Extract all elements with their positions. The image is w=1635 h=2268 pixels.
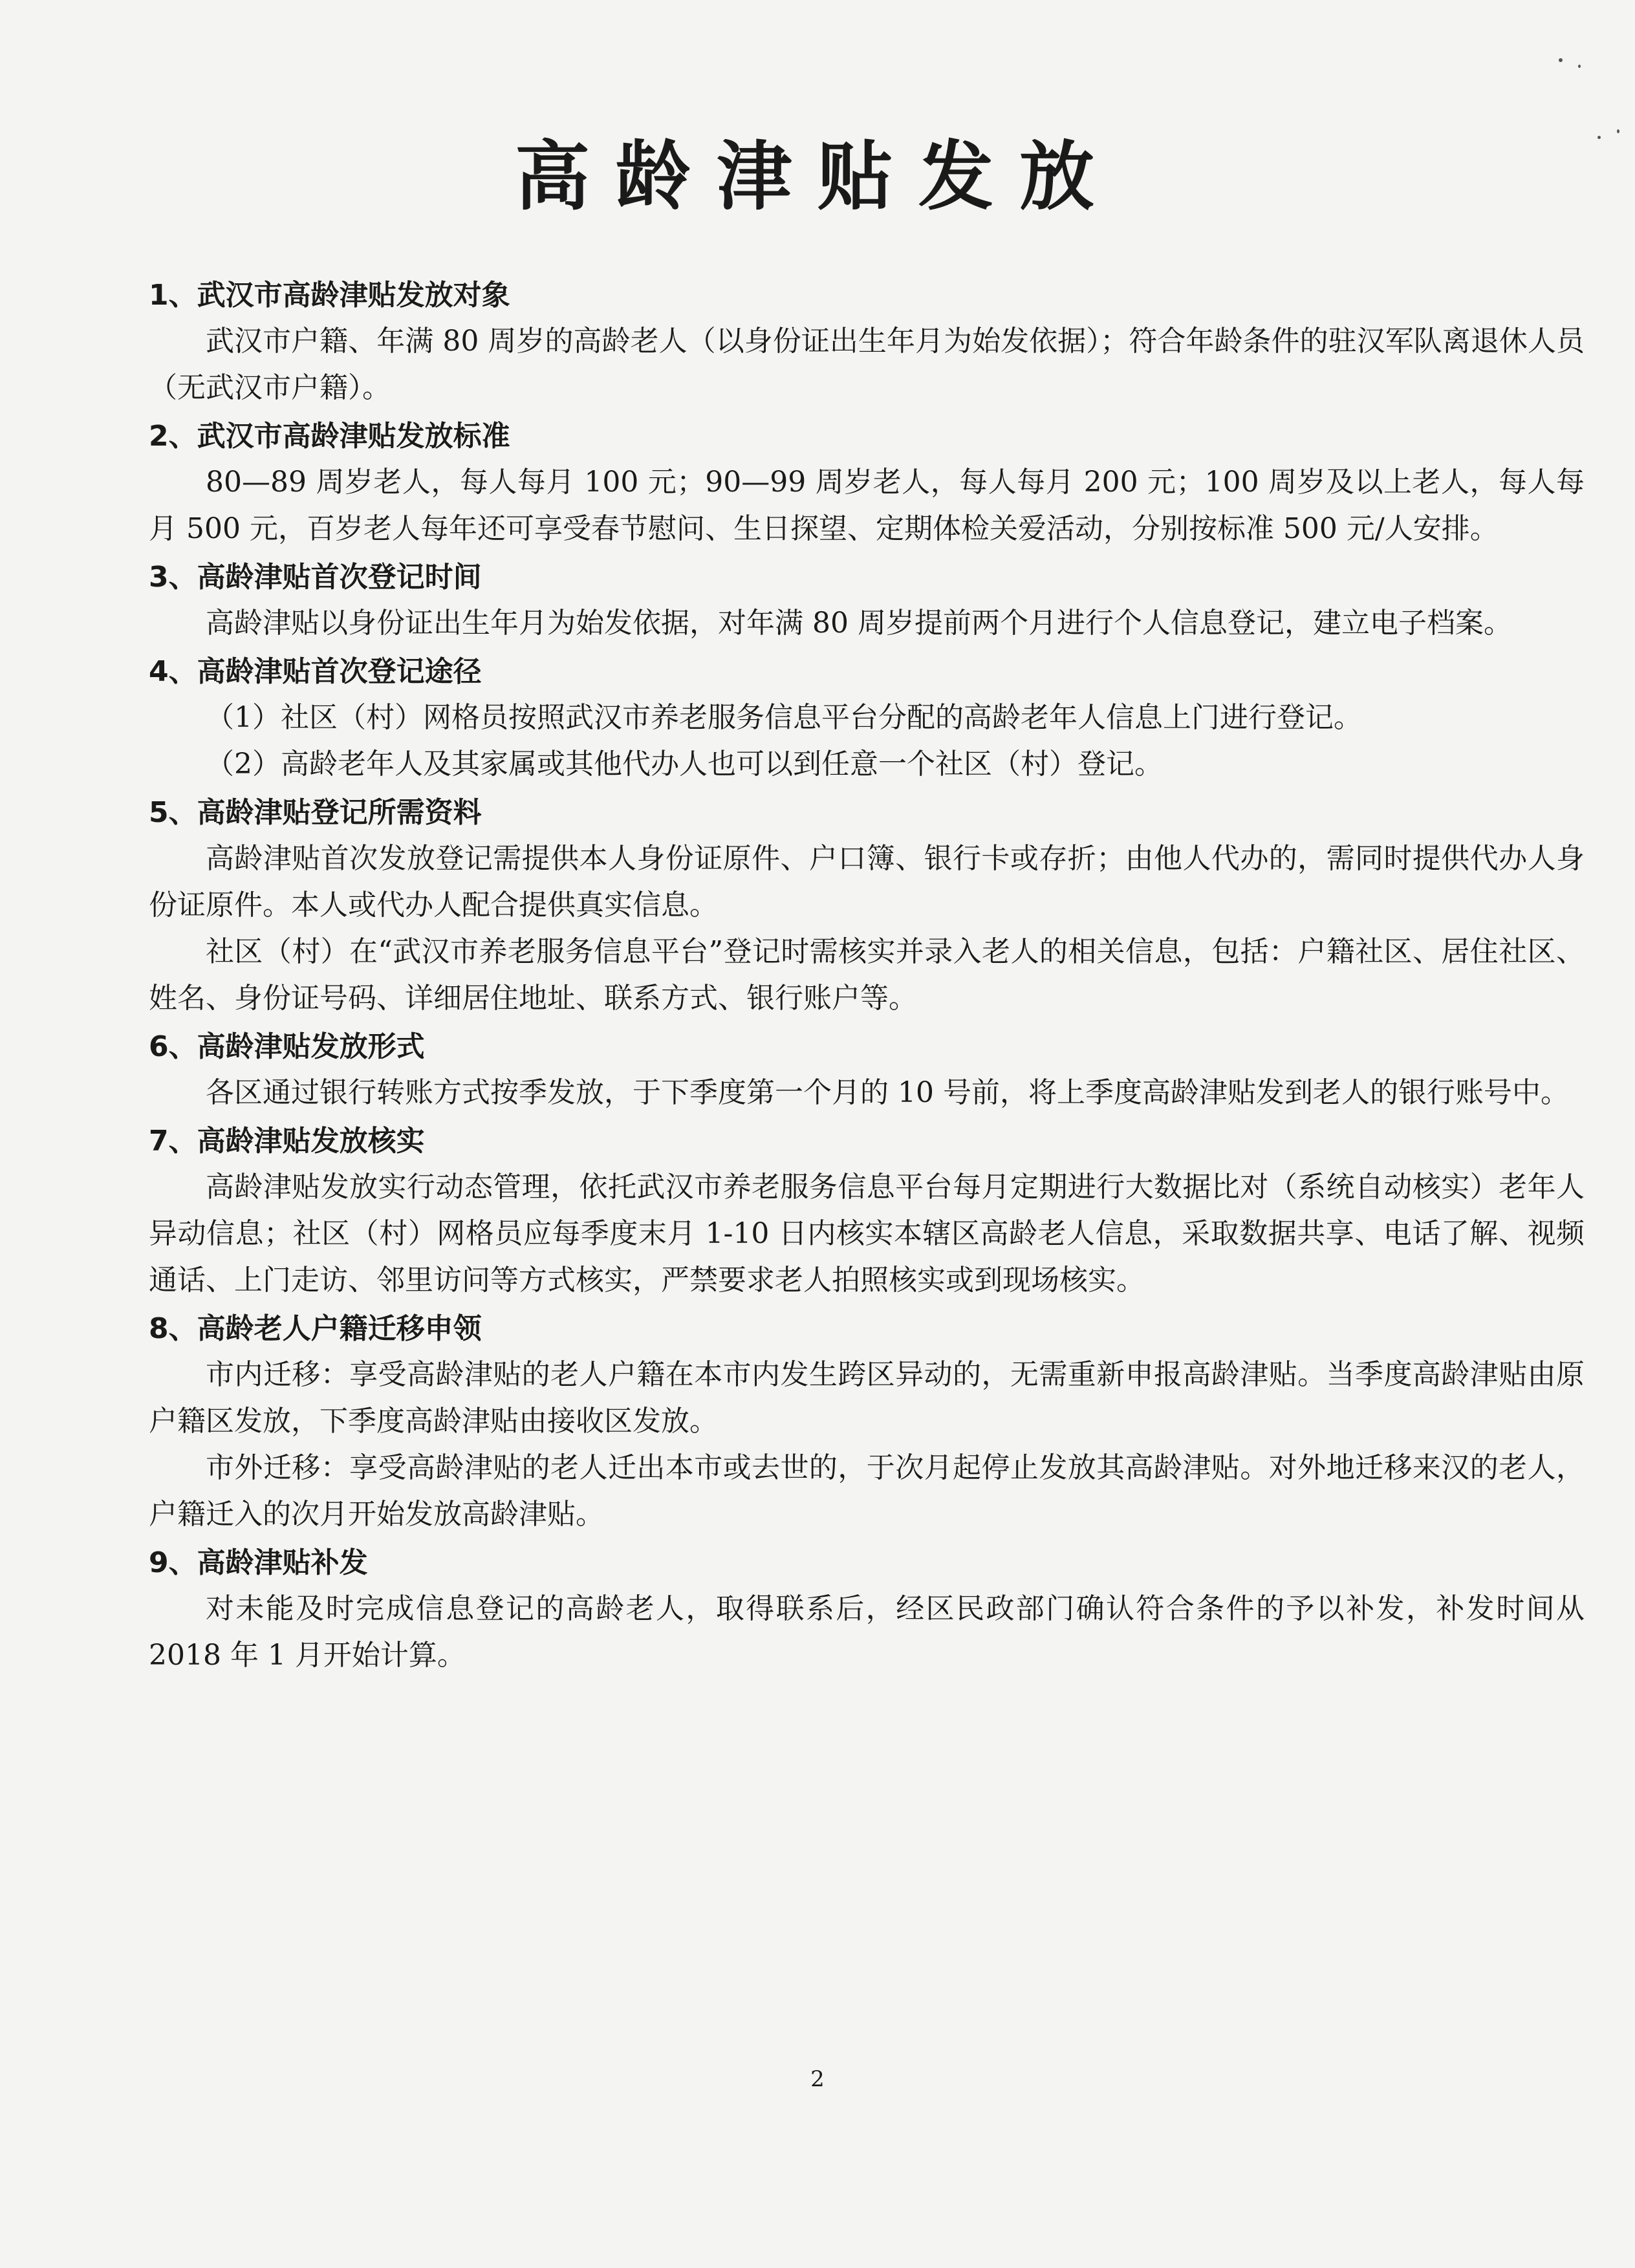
- section-heading: 8、高龄老人户籍迁移申领: [149, 1312, 482, 1345]
- section-paragraph: 80—89 周岁老人，每人每月 100 元；90—99 周岁老人，每人每月 200 元；100 周岁及以上老人，每人每月 500 元，百岁老人每年还可享受春节慰问、生日探望、定期体检关爱活动，分别按标准 500 元/人安排。: [149, 466, 1585, 545]
- section-paragraph: 武汉市户籍、年满 80 周岁的高龄老人（以身份证出生年月为始发依据）；符合年龄条件的驻汉军队离退休人员（无武汉市户籍）。: [149, 325, 1585, 404]
- section-paragraph: 高龄津贴发放实行动态管理，依托武汉市养老服务信息平台每月定期进行大数据比对（系统自动核实）老年人异动信息；社区（村）网格员应每季度末月 1-10 日内核实本辖区高龄老人信息，采取数据共享、电话了解、视频通话、上门走访、邻里访问等方式核实，严禁要求老人拍照核实或到现场核实。: [149, 1171, 1585, 1297]
- page-number: 2: [810, 2066, 825, 2092]
- scan-speck: [1578, 65, 1581, 68]
- section-paragraph: 各区通过银行转账方式按季发放，于下季度第一个月的 10 号前，将上季度高龄津贴发到老人的银行账号中。: [206, 1076, 1569, 1109]
- section-heading: 9、高龄津贴补发: [149, 1546, 368, 1579]
- section-heading: 4、高龄津贴首次登记途径: [149, 655, 482, 688]
- section-paragraph: 高龄津贴以身份证出生年月为始发依据，对年满 80 周岁提前两个月进行个人信息登记，建立电子档案。: [206, 607, 1512, 640]
- document-body: [149, 270, 1585, 1679]
- section-paragraph: 市外迁移：享受高龄津贴的老人迁出本市或去世的，于次月起停止发放其高龄津贴。对外地迁移来汉的老人，户籍迁入的次月开始发放高龄津贴。: [149, 1451, 1585, 1531]
- section-heading: 6、高龄津贴发放形式: [149, 1030, 425, 1063]
- section-paragraph: 对未能及时完成信息登记的高龄老人，取得联系后，经区民政部门确认符合条件的予以补发，补发时间从 2018 年 1 月开始计算。: [149, 1592, 1585, 1672]
- page-title: 高龄津贴发放: [515, 133, 1120, 221]
- section-heading: 3、高龄津贴首次登记时间: [149, 561, 482, 594]
- section-paragraph: （1）社区（村）网格员按照武汉市养老服务信息平台分配的高龄老年人信息上门进行登记。: [206, 701, 1362, 734]
- section-paragraph: 社区（村）在“武汉市养老服务信息平台”登记时需核实并录入老人的相关信息，包括：户籍社区、居住社区、姓名、身份证号码、详细居住地址、联系方式、银行账户等。: [149, 935, 1585, 1015]
- section-paragraph: （2）高龄老年人及其家属或其他代办人也可以到任意一个社区（村）登记。: [206, 748, 1163, 781]
- section-paragraph: 高龄津贴首次发放登记需提供本人身份证原件、户口簿、银行卡或存折；由他人代办的，需同时提供代办人身份证原件。本人或代办人配合提供真实信息。: [149, 842, 1585, 922]
- section-heading: 5、高龄津贴登记所需资料: [149, 796, 482, 829]
- section-heading: 2、武汉市高龄津贴发放标准: [149, 420, 510, 453]
- section-heading: 1、武汉市高龄津贴发放对象: [149, 279, 510, 312]
- section-paragraph: 市内迁移：享受高龄津贴的老人户籍在本市内发生跨区异动的，无需重新申报高龄津贴。当季度高龄津贴由原户籍区发放，下季度高龄津贴由接收区发放。: [149, 1358, 1585, 1438]
- scan-speck: [1559, 58, 1563, 62]
- section-heading: 7、高龄津贴发放核实: [149, 1125, 425, 1158]
